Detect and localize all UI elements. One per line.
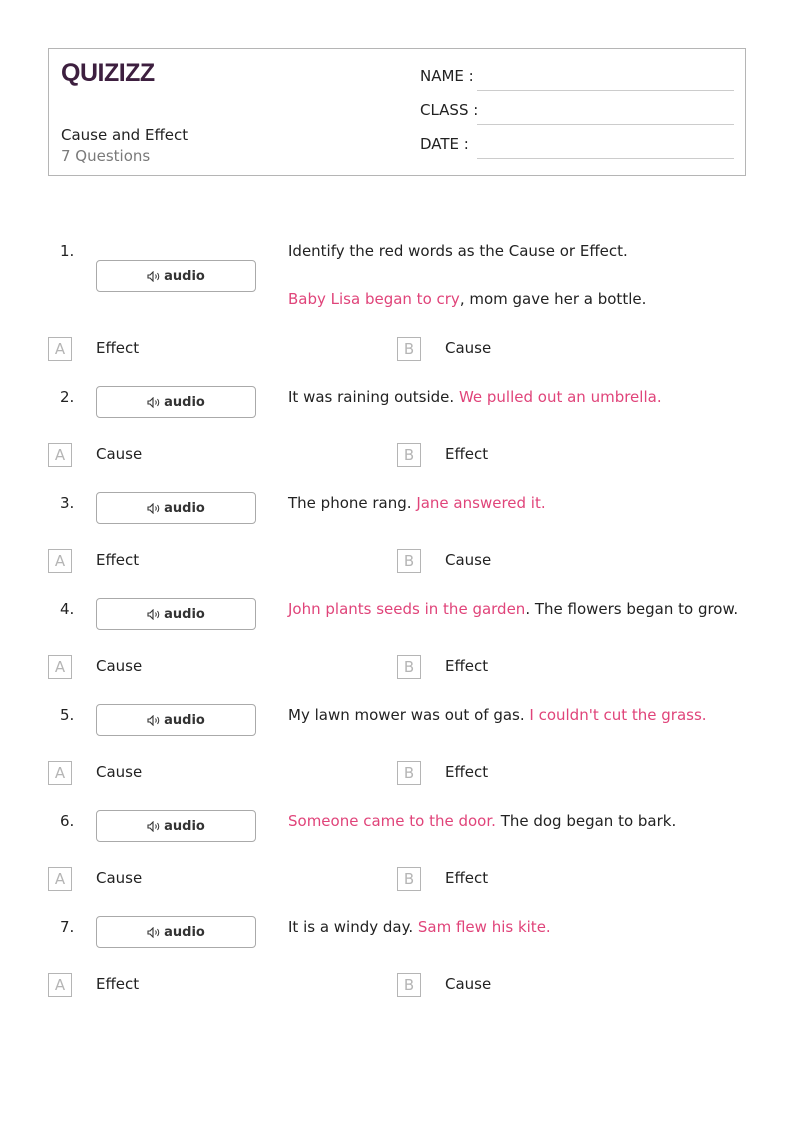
question-text: Baby Lisa began to cry, mom gave her a bottle. [288,290,647,308]
worksheet-header [48,48,746,176]
question-number: 4. [60,600,75,618]
question-text: Someone came to the door. The dog began to bark. [288,812,677,830]
option-text: Cause [445,339,492,357]
speaker-icon [147,715,160,726]
option-letter-box: B [397,761,421,785]
option-text: Cause [96,869,143,887]
question-text: It was raining outside. We pulled out an umbrella. [288,388,662,406]
class-field[interactable] [420,101,734,125]
question-instruction: Identify the red words as the Cause or Effect. [288,242,628,260]
option-letter-box: B [397,337,421,361]
audio-label: audio [164,500,205,516]
question-count: 7 Questions [61,147,151,165]
question-text: John plants seeds in the garden. The flowers began to grow. [288,600,739,618]
speaker-icon [147,927,160,938]
audio-button[interactable] [96,916,256,948]
audio-button[interactable] [96,260,256,292]
quizizz-logo: QUIZIZZ [61,59,155,87]
audio-label: audio [164,818,205,834]
option-letter-box: A [48,443,72,467]
question-number: 7. [60,918,75,936]
audio-button[interactable] [96,598,256,630]
name-field[interactable] [420,67,734,91]
option-text: Effect [445,763,489,781]
option-letter-box: A [48,973,72,997]
option-letter-box: A [48,337,72,361]
date-field[interactable] [420,135,734,159]
class-line[interactable] [477,124,734,125]
question-number: 5. [60,706,75,724]
question-number: 3. [60,494,75,512]
option-text: Effect [445,445,489,463]
date-label: DATE : [420,135,469,153]
question-number: 1. [60,242,75,260]
speaker-icon [147,271,160,282]
option-letter-box: A [48,867,72,891]
option-letter-box: B [397,973,421,997]
question-text: It is a windy day. Sam flew his kite. [288,918,551,936]
option-text: Effect [96,975,140,993]
option-text: Effect [445,657,489,675]
quiz-title: Cause and Effect [61,126,189,144]
option-text: Cause [445,975,492,993]
option-letter-box: B [397,867,421,891]
audio-button[interactable] [96,386,256,418]
option-text: Effect [96,339,140,357]
option-text: Cause [445,551,492,569]
audio-button[interactable] [96,492,256,524]
option-text: Cause [96,445,143,463]
option-letter-box: A [48,549,72,573]
audio-button[interactable] [96,810,256,842]
option-letter-box: A [48,655,72,679]
audio-label: audio [164,268,205,284]
option-letter-box: B [397,443,421,467]
audio-label: audio [164,924,205,940]
speaker-icon [147,503,160,514]
date-line[interactable] [477,158,734,159]
name-label: NAME : [420,67,474,85]
question-number: 6. [60,812,75,830]
option-text: Cause [96,657,143,675]
audio-label: audio [164,394,205,410]
question-number: 2. [60,388,75,406]
option-letter-box: B [397,549,421,573]
question-text: My lawn mower was out of gas. I couldn't cut the grass. [288,706,707,724]
name-line[interactable] [477,90,734,91]
option-letter-box: A [48,761,72,785]
option-text: Effect [445,869,489,887]
speaker-icon [147,397,160,408]
speaker-icon [147,821,160,832]
question-text: The phone rang. Jane answered it. [288,494,546,512]
audio-label: audio [164,606,205,622]
class-label: CLASS : [420,101,479,119]
option-text: Cause [96,763,143,781]
audio-button[interactable] [96,704,256,736]
option-letter-box: B [397,655,421,679]
speaker-icon [147,609,160,620]
option-text: Effect [96,551,140,569]
audio-label: audio [164,712,205,728]
